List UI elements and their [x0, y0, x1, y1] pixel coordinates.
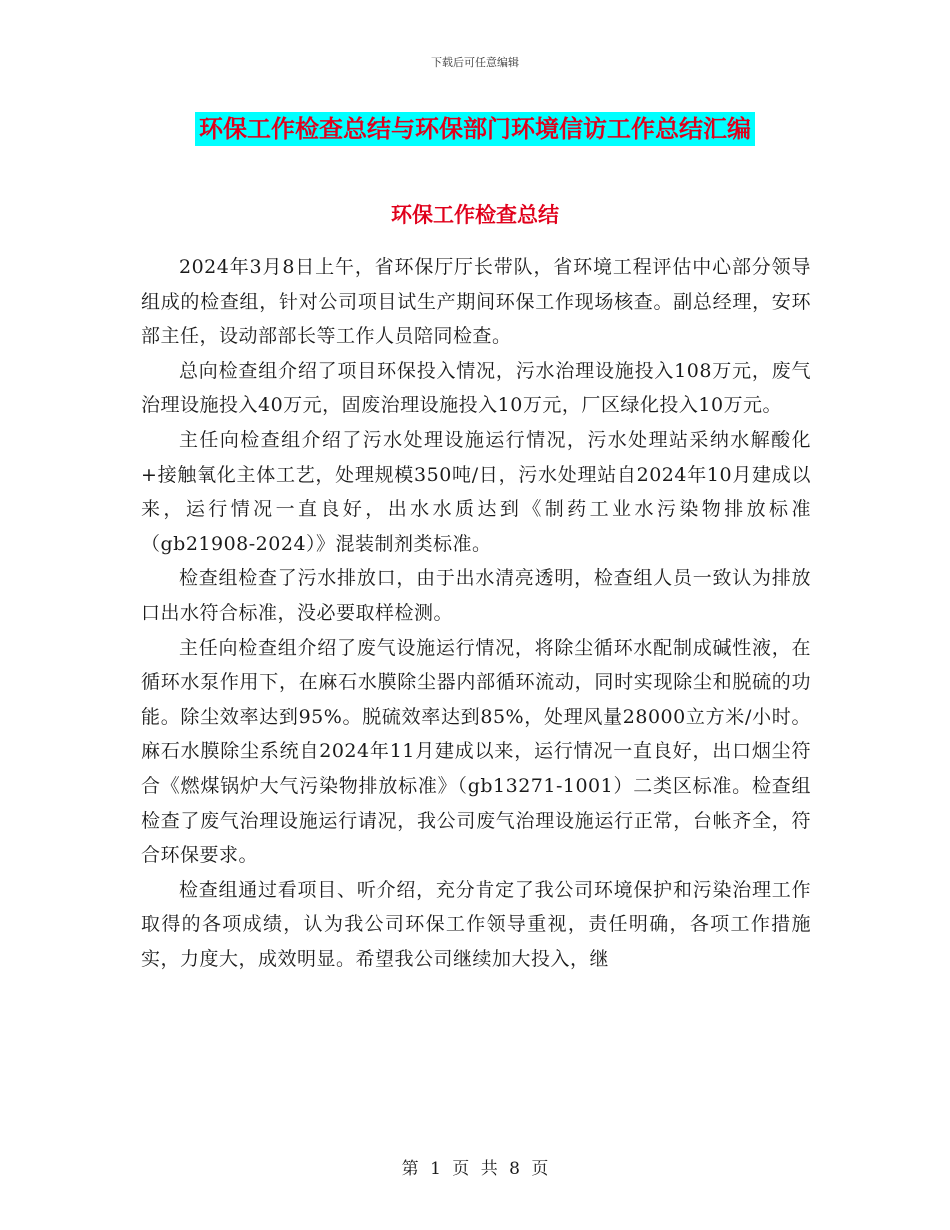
section-title: 环保工作检查总结	[391, 203, 559, 227]
paragraph: 检查组检查了污水排放口，由于出水清亮透明，检查组人员一致认为排放口出水符合标准，没必要取样检测。	[141, 567, 811, 624]
paragraph: 主任向检查组介绍了废气设施运行情况，将除尘循环水配制成碱性液，在循环水泵作用下，在麻石水膜除尘器内部循环流动，同时实现除尘和脱硫的功能。除尘效率达到95%。脱硫效率达到85%，处理风量28000立方米/小时。麻石水膜除尘系统自2024年11月建成以来，运行情况一直良好，出口烟尘符合《燃煤锅炉大气污染物排放标准》（gb13271-1001）二类区标准。检查组检查了废气治理设施运行请况，我公司废气治理设施运行正常，台帐齐全，符合环保要求。	[141, 636, 811, 867]
paragraph: 检查组通过看项目、听介绍，充分肯定了我公司环境保护和污染治理工作取得的各项成绩，认为我公司环保工作领导重视，责任明确，各项工作措施实，力度大，成效明显。希望我公司继续加大投入，继	[141, 878, 811, 970]
paragraph: 总向检查组介绍了项目环保投入情况，污水治理设施投入108万元，废气治理设施投入40万元，固废治理设施投入10万元，厂区绿化投入10万元。	[141, 359, 811, 417]
main-title: 环保工作检查总结与环保部门环境信访工作总结汇编	[195, 112, 755, 146]
paragraph: 2024年3月8日上午，省环保厅厅长带队，省环境工程评估中心部分领导组成的检查组，针对公司项目试生产期间环保工作现场核查。副总经理，安环部主任，设动部部长等工作人员陪同检查。	[141, 256, 811, 348]
main-title-container	[0, 112, 950, 146]
page-number-footer: 第 1 页 共 8 页	[401, 1159, 549, 1179]
paragraph: 主任向检查组介绍了污水处理设施运行情况，污水处理站采纳水解酸化+接触氧化主体工艺，处理规模350吨/日，污水处理站自2024年10月建成以来，运行情况一直良好，出水水质达到《制药工业水污染物排放标准（gb21908-2024）》混装制剂类标准。	[141, 428, 811, 555]
document-body	[141, 250, 811, 976]
header-note: 下载后可任意编辑	[431, 56, 519, 69]
